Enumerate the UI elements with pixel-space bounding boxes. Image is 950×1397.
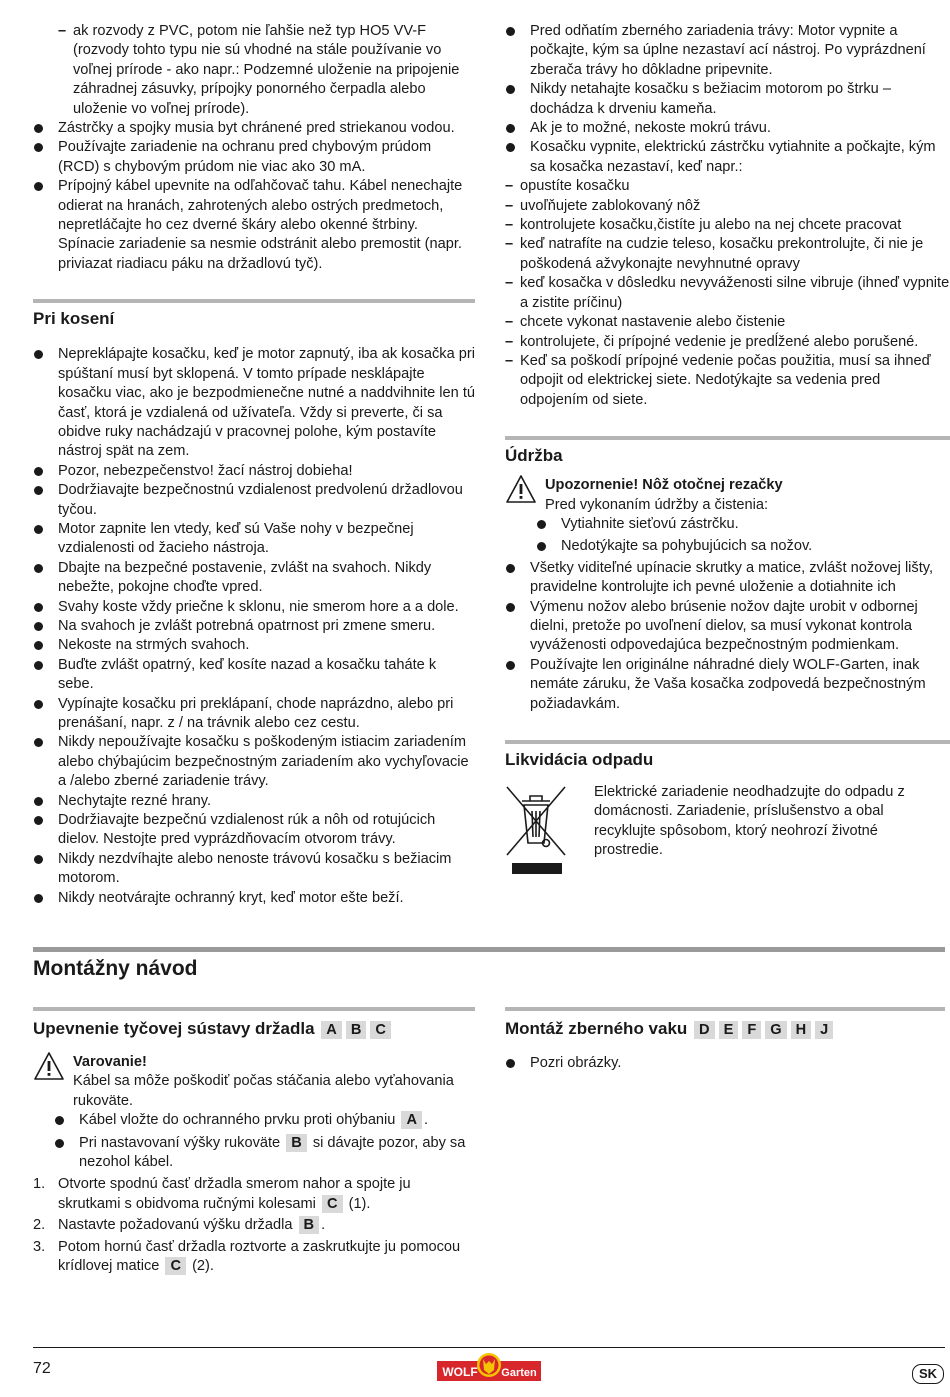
step-item [33, 1175, 475, 1214]
maintenance-warning [505, 476, 950, 557]
warning-triangle-icon [505, 474, 537, 504]
page-number: 72 [33, 1360, 51, 1377]
list-item: Výmenu nožov alebo brúsenie nožov dajte urobit v odbornej dielni, pretože po uvoľnení dielov, sa musí vykonat kontrola vyváženosti odpovedajúca bezpečnostným podmienkam. [505, 598, 950, 656]
list-item: Pred odňatím zberného zariadenia trávy: Motor vypnite a počkajte, kým sa úplne nezastaví ací nástroj. Po vyprázdnení zberača trávy ho dôkladne pripevnite. [505, 22, 950, 80]
list-item: Pozri obrázky. [505, 1054, 945, 1073]
section-heading-mowing: Pri kosení [33, 309, 115, 329]
list-item [54, 1134, 475, 1173]
list-item: Zástrčky a spojky musia byt chránené pred striekanou vodou. [33, 119, 475, 138]
figure-ref: A [321, 1021, 342, 1039]
list-item [505, 138, 950, 410]
step-end: . [321, 1217, 326, 1234]
list-item: – keď natrafíte na cudzie teleso, kosačku prekontrolujte, či nie je poškodená ažvykonajte nevyhnutné opravy [505, 235, 950, 274]
figure-ref: B [299, 1216, 320, 1234]
list-item: – keď kosačka v dôsledku nevyváženosti silne vibruje (ihneď vypnite a zistite príčinu) [505, 274, 950, 313]
step-text: Otvorte spodnú časť držadla smerom nahor a spojte ju skrutkami s obidvoma ručnými kolesami [58, 1176, 411, 1212]
section-heading-maintenance: Údržba [505, 446, 563, 466]
crossed-bin-icon [505, 783, 567, 875]
section-divider [505, 436, 950, 440]
list-item-end: . [424, 1112, 429, 1129]
list-item: Dbajte na bezpečné postavenie, zvlášt na svahoch. Nikdy nebežte, pokojne choďte vpred. [33, 559, 475, 598]
step-number: 3. [33, 1238, 46, 1255]
figure-ref: A [401, 1111, 422, 1129]
list-item: Motor zapnite len vtedy, keď sú Vaše nohy v bezpečnej vzdialenosti od žacieho nástroja. [33, 520, 475, 559]
footer-divider [33, 1347, 945, 1348]
wolf-garten-logo [437, 1352, 541, 1384]
warning-title: Upozornenie! Nôž otočnej rezačky [545, 477, 783, 494]
maintenance-list [505, 559, 950, 714]
list-item: Nikdy nezdvíhajte alebo nenoste trávovú kosačku s bežiacim motorom. [33, 850, 475, 889]
list-item: – ak rozvody z PVC, potom nie ľahšie než typ HO5 VV-F (rozvody tohto typu nie sú vhodné na stále používanie vo voľnej prírode - ako napr.: Podzemné uloženie na pripojenie záhradnej zásuvky, prípojky ponorného čerpadla alebo uloženie vo voľnej prírode). [58, 22, 475, 119]
warning-triangle-icon [33, 1051, 65, 1081]
warning-list [54, 1111, 475, 1172]
section-divider [33, 299, 475, 303]
section-divider [505, 740, 950, 744]
handle-assembly [33, 1007, 475, 1276]
list-item: – Keď sa poškodí prípojné vedenie počas použitia, musí sa ihneď odpojit od elektrickej siete. Nedotýkajte sa vedenia pred odpojením od siete. [505, 352, 950, 410]
left-column [33, 22, 475, 908]
figure-ref: F [742, 1021, 761, 1039]
list-item: Nechytajte rezné hrany. [33, 792, 475, 811]
list-item: – kontrolujete, či prípojné vedenie je predĺžené alebo porušené. [505, 333, 950, 352]
list-item: Dodržiavajte bezpečnostnú vzdialenost predvolenú držadlovou tyčou. [33, 481, 475, 520]
list-item: Prípojný kábel upevnite na odľahčovač tahu. Kábel nenechajte odierat na hranách, zahrotených alebo ostrých predmetoch, nepretláčajte ho cez dverné škáry alebo okenné štrbiny. Spínacie zariadenie sa nesmie odstránit alebo premostit (napr. priviazat riadiacu páku na držadlovú tyč). [33, 177, 475, 274]
language-badge: SK [912, 1364, 944, 1384]
disposal-block [505, 783, 950, 879]
list-item: Používajte len originálne náhradné diely WOLF-Garten, inak nemáte záruku, že Vaša kosačka zodpovedá bezpečnostným požiadavkám. [505, 656, 950, 714]
list-item: Svahy koste vždy priečne k sklonu, nie smerom hore a a dole. [33, 598, 475, 617]
disposal-text: Elektrické zariadenie neodhadzujte do odpadu z domácnosti. Zariadenie, príslušenstvo a obal recyklujte spôsobom, ktorý neohrozí životné prostredie. [594, 784, 905, 859]
section-heading-bag [505, 1018, 945, 1040]
list-item: Buďte zvlášt opatrný, keď kosíte nazad a kosačku taháte k sebe. [33, 656, 475, 695]
step-item [33, 1238, 475, 1277]
list-item: Nikdy neotvárajte ochranný kryt, keď motor ešte beží. [33, 889, 475, 908]
list-item: Na svahoch je zvlášt potrebná opatrnost pri zmene smeru. [33, 617, 475, 636]
cable-safety-list [33, 119, 475, 274]
continued-dash-list [33, 22, 475, 119]
list-item-text: si dávajte pozor, aby sa nezohol kábel. [79, 1134, 466, 1171]
warning-text: Pred vykonaním údržby a čistenia: [545, 496, 769, 513]
collector-safety-list [505, 22, 950, 410]
bag-heading-text: Montáž zberného vaku [505, 1019, 688, 1038]
figure-ref: G [765, 1021, 786, 1039]
handle-heading-text: Upevnenie tyčovej sústavy držadla [33, 1019, 315, 1038]
assembly-title: Montážny návod [33, 957, 198, 980]
list-item: Nikdy netahajte kosačku s bežiacim motorom po štrku – dochádza k drveniu kameňa. [505, 80, 950, 119]
figure-ref: E [719, 1021, 739, 1039]
list-item: Nedotýkajte sa pohybujúcich sa nožov. [536, 537, 950, 556]
list-item: Dodržiavajte bezpečnú vzdialenost rúk a nôh od rotujúcich dielov. Nestojte pred vyprázdňovacím otvorom trávy. [33, 811, 475, 850]
list-item: Používajte zariadenie na ochranu pred chybovým prúdom (RCD) s chybovým prúdom nie viac ako 30 mA. [33, 138, 475, 177]
logo-text-left: WOLF [442, 1365, 478, 1379]
list-item: Vytiahnite sieťovú zástrčku. [536, 515, 950, 534]
warning-text: Kábel sa môže poškodiť počas stáčania alebo vyťahovania rukoväte. [73, 1073, 454, 1109]
step-number: 2. [33, 1217, 46, 1234]
figure-ref: C [165, 1257, 186, 1275]
section-divider [505, 1007, 945, 1011]
step-text: Nastavte požadovanú výšku držadla [58, 1217, 293, 1234]
list-item: Vypínajte kosačku pri preklápaní, chode naprázdno, alebo pri prenášaní, napr. z / na trávnik alebo cez cestu. [33, 695, 475, 734]
list-item-text: Kábel vložte do ochranného prvku proti ohýbaniu [79, 1112, 396, 1129]
bag-assembly [505, 1007, 945, 1073]
section-divider [33, 1007, 475, 1011]
right-column [505, 22, 950, 879]
list-item: – opustíte kosačku [505, 177, 950, 196]
mowing-list [33, 345, 475, 908]
step-number: 1. [33, 1176, 46, 1193]
list-item: Ak je to možné, nekoste mokrú trávu. [505, 119, 950, 138]
warning-list [536, 515, 950, 557]
warning-title: Varovanie! [73, 1054, 147, 1070]
figure-ref: H [791, 1021, 812, 1039]
list-item [54, 1111, 475, 1130]
figure-ref: J [815, 1021, 833, 1039]
list-item: Pozor, nebezpečenstvo! žací nástroj dobieha! [33, 462, 475, 481]
list-item: Všetky viditeľné upínacie skrutky a matice, zvlášt nožovej lišty, pravidelne kontrolujte ich pevné uloženie a dotiahnite ich [505, 559, 950, 598]
handle-steps [33, 1175, 475, 1276]
figure-ref: B [286, 1134, 307, 1152]
list-item: – kontrolujete kosačku,čistíte ju alebo na nej chcete pracovat [505, 216, 950, 235]
figure-ref: D [694, 1021, 715, 1039]
list-item: – chcete vykonat nastavenie alebo čistenie [505, 313, 950, 332]
step-end: (1). [348, 1195, 371, 1212]
list-item: – uvoľňujete zablokovaný nôž [505, 197, 950, 216]
stop-bullet-text: Kosačku vypnite, elektrickú zástrčku vytiahnite a počkajte, kým sa kosačka nezastaví, keď napr.: [530, 139, 936, 175]
step-end: (2). [192, 1258, 214, 1275]
list-item: Nepreklápajte kosačku, keď je motor zapnutý, iba ak kosačka pri spúštaní musí byt sklopená. V tomto prípade nesklápajte kosačku viac, ako je bezpodmienečne nutné a naddvihnite len tú časť, ktorá je vzdialená od užívateľa. Vždy si preverte, či sa obidve ruky nachádzajú v pracovnej polohe, kým postavíte nástroj spät na zem. [33, 345, 475, 461]
step-text: Potom hornú časť držadla roztvorte a zaskrutkujte ju pomocou krídlovej matice [58, 1238, 461, 1275]
bag-list [505, 1054, 945, 1073]
logo-text-right: Garten [501, 1367, 537, 1379]
handle-warning [33, 1053, 475, 1172]
section-heading-disposal: Likvidácia odpadu [505, 750, 654, 769]
stop-conditions-list [505, 177, 950, 410]
section-heading-handle [33, 1018, 475, 1040]
assembly-divider [33, 947, 945, 952]
list-item: Nekoste na strmých svahoch. [33, 636, 475, 655]
list-item: Nikdy nepoužívajte kosačku s poškodeným istiacim zariadením alebo chýbajúcim bezpečnostným zariadením ako vychyľovacie a /alebo zberné zariadenie trávy. [33, 733, 475, 791]
step-item [33, 1216, 475, 1235]
list-item-text: Pri nastavovaní výšky rukoväte [79, 1134, 281, 1151]
figure-ref: C [370, 1021, 391, 1039]
figure-ref: C [322, 1195, 343, 1213]
figure-ref: B [346, 1021, 367, 1039]
